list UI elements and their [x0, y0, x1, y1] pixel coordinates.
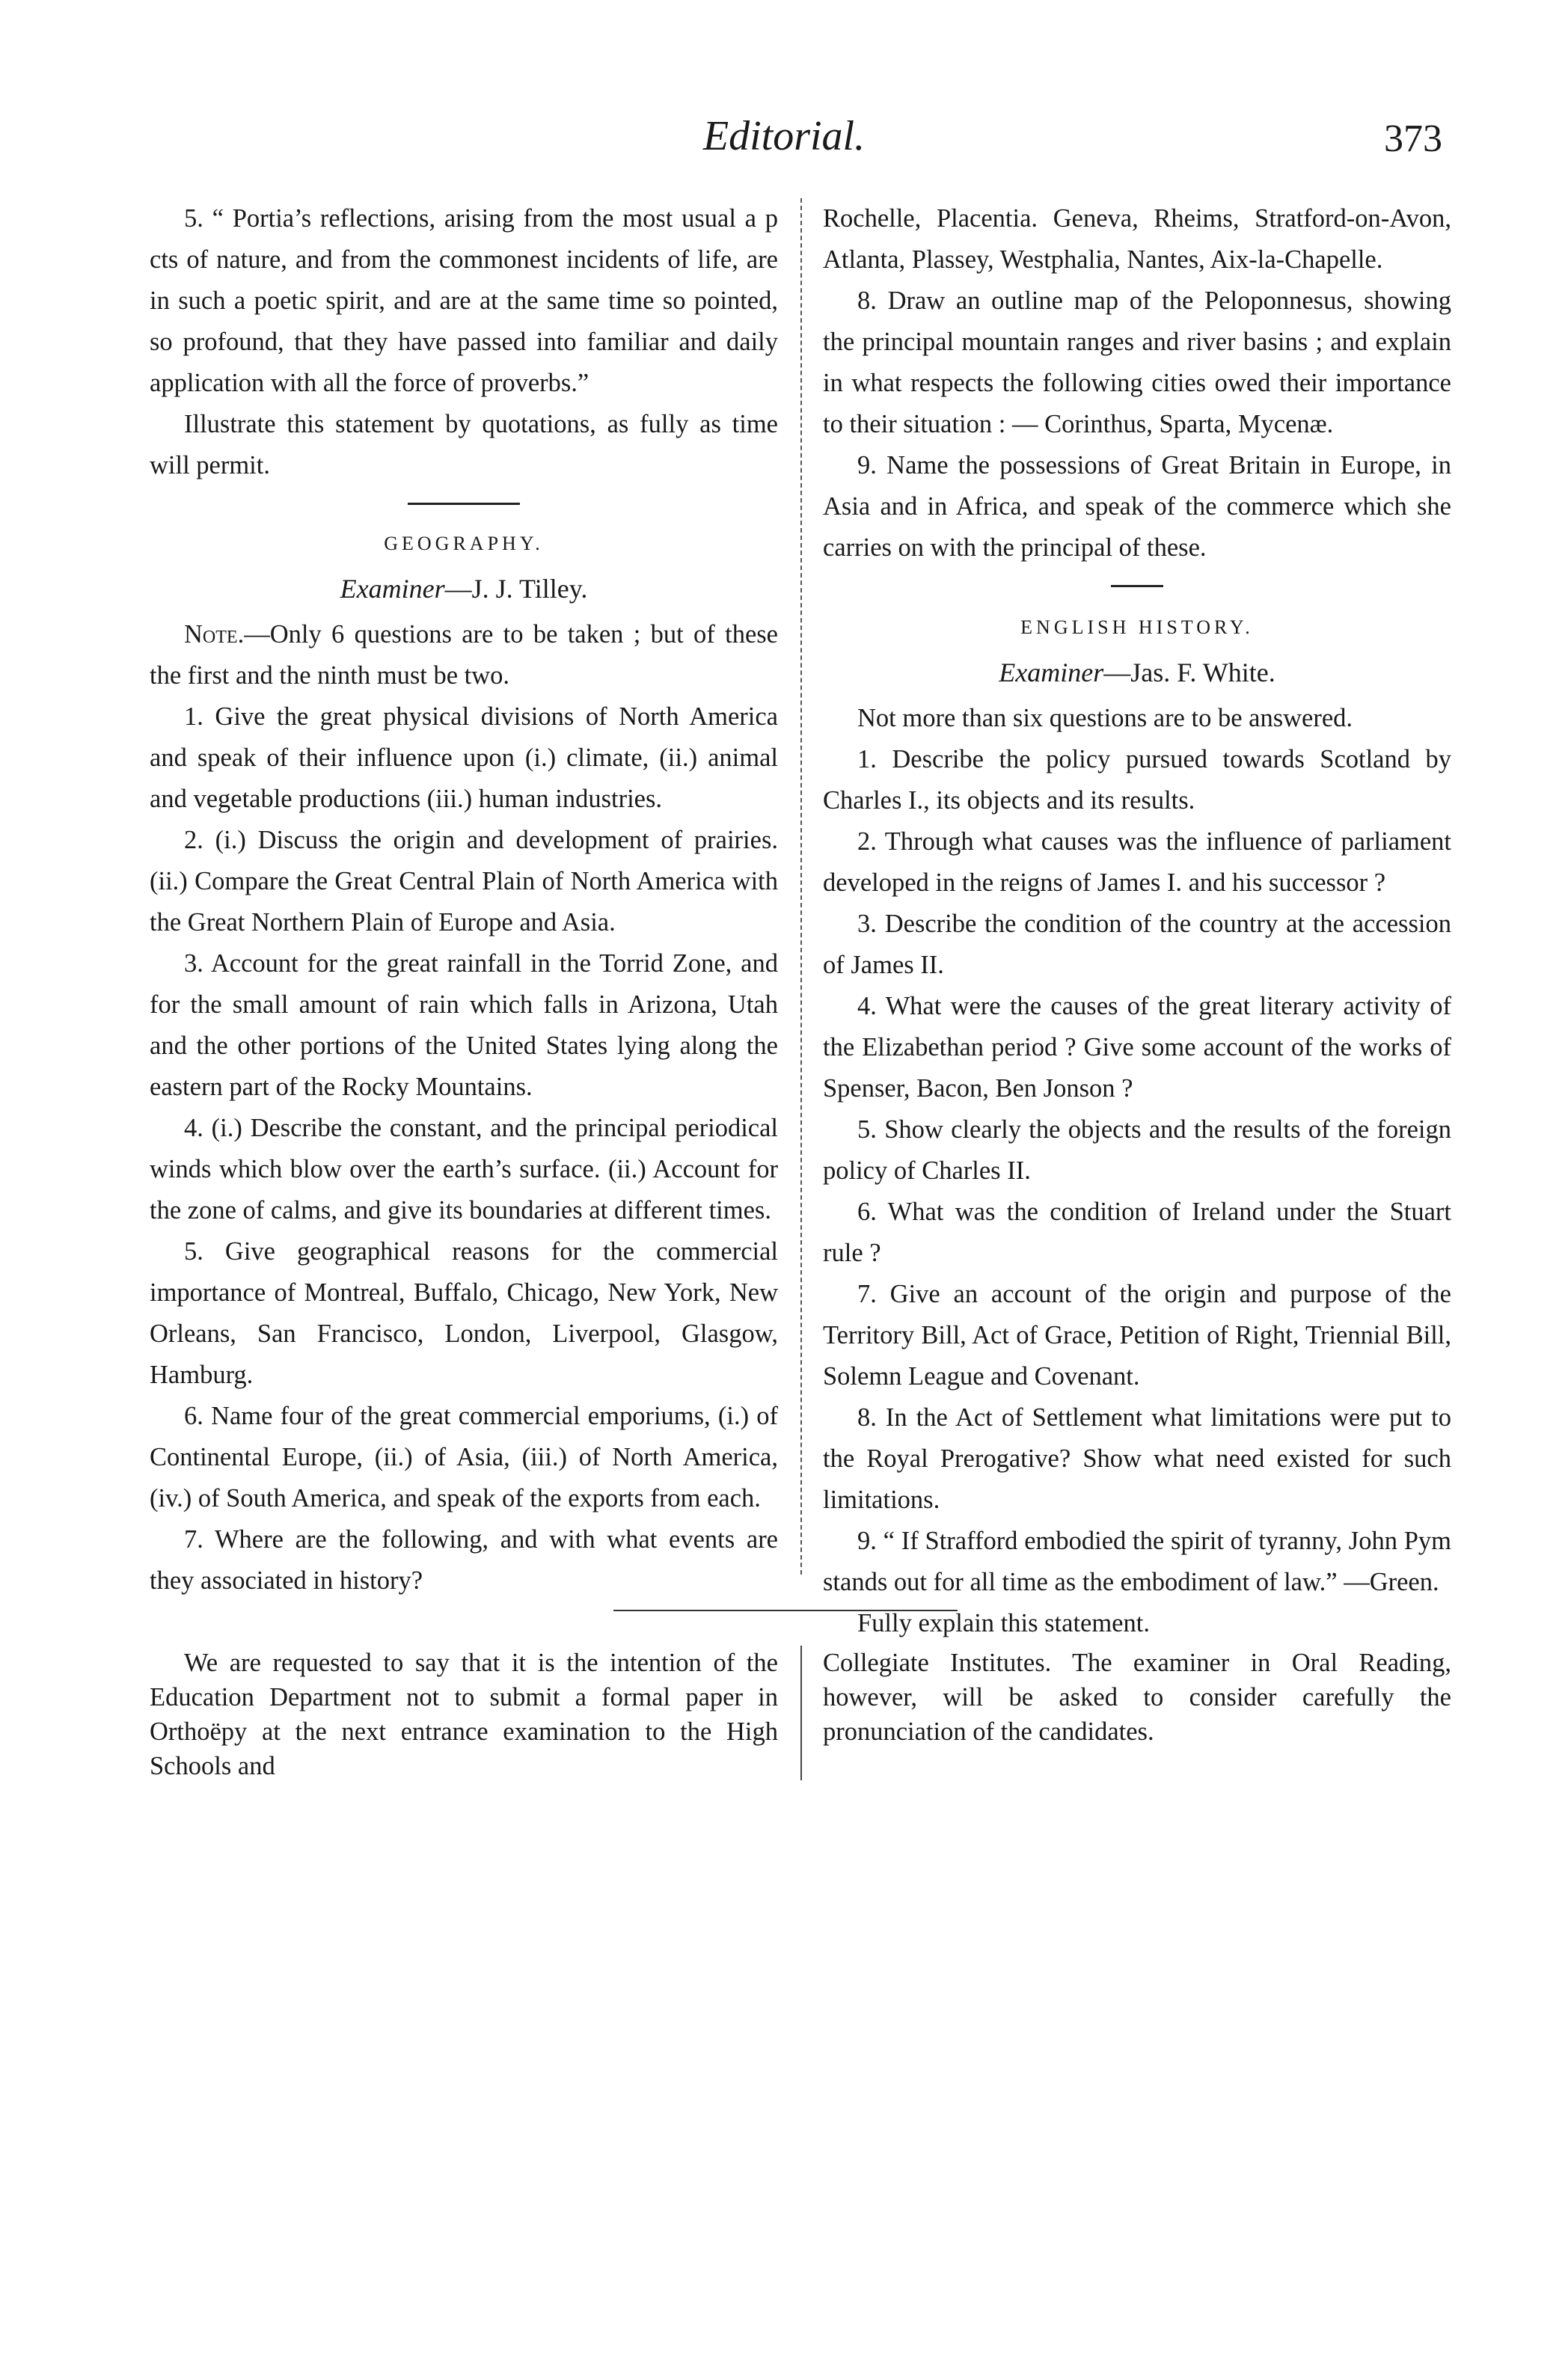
history-question-7: 7. Give an account of the origin and purpose of the Territory Bill, Act of Grace, Petition of Right, Triennial Bill, Solemn League and Covenant. — [823, 1280, 1451, 1391]
history-question-8: 8. In the Act of Settlement what limitations were put to the Royal Prerogative? Show what need existed for such limitations. — [823, 1403, 1451, 1514]
section-divider — [408, 503, 520, 505]
geography-question-1: 1. Give the great physical divisions of North America and speak of their influence upon (i.) climate, (ii.) animal and vegetable productions (iii.) human industries. — [150, 702, 778, 813]
examiner-label: Examiner — [999, 658, 1104, 687]
geography-question-4: 4. (i.) Describe the constant, and the principal periodical winds which blow over the earth’s surface. (ii.) Account for the zone of calms, and give its boundaries at different times. — [150, 1114, 778, 1225]
literature-question-5: 5. “ Portia’s reflections, arising from the most usual a p cts of nature, and from the commonest incidents of life, are in such a poetic spirit, and are at the same time so pointed, so profound, that they have passed into familiar and daily application with all the force of proverbs.” — [150, 204, 778, 397]
history-question-3: 3. Describe the condition of the country at the accession of James II. — [823, 910, 1451, 979]
geography-note — [150, 614, 778, 696]
geography-question-7-continued: Rochelle, Placentia. Geneva, Rheims, Stratford-on-Avon, Atlanta, Plassey, Westphalia, Nantes, Aix-la-Chapelle. — [823, 204, 1451, 274]
geography-question-5: 5. Give geographical reasons for the commercial importance of Montreal, Buffalo, Chicago, New York, New Orleans, San Francisco, London, Liverpool, Glasgow, Hamburg. — [150, 1237, 778, 1389]
note-text: —Only 6 questions are to be taken ; but of these the first and the ninth must be two. — [150, 620, 778, 690]
history-question-9-instruction: Fully explain this statement. — [857, 1609, 1150, 1637]
geography-question-7: 7. Where are the following, and with what events are they associated in history? — [150, 1525, 778, 1595]
notice-left — [150, 1646, 778, 1783]
notice-text-right: Collegiate Institutes. The examiner in Oral Reading, however, will be asked to consider carefully the pronunciation of the candidates. — [823, 1649, 1451, 1746]
note-label: Note. — [184, 620, 245, 649]
history-examiner — [823, 652, 1451, 693]
notice-text-left: We are requested to say that it is the intention of the Education Department not to submit a formal paper in Orthoëpy at the next entrance examination to the High Schools and — [150, 1649, 778, 1780]
geography-question-9: 9. Name the possessions of Great Britain in Europe, in Asia and in Africa, and speak of the commerce which she carries on with the principal of these. — [823, 451, 1451, 562]
running-title: Editorial. — [702, 113, 866, 159]
geography-question-6: 6. Name four of the great commercial emporiums, (i.) of Continental Europe, (ii.) of Asia, (iii.) of North America, (iv.) of South America, and speak of the exports from each. — [150, 1402, 778, 1512]
examiner-name: —Jas. F. White. — [1103, 658, 1275, 687]
right-column — [823, 198, 1451, 1644]
section-divider — [1111, 585, 1163, 587]
examiner-label: Examiner — [340, 574, 445, 604]
geography-question-3: 3. Account for the great rainfall in the Torrid Zone, and for the small amount of rain which falls in Arizona, Utah and the other portions of the United States lying along the eastern part of the Rocky Mountains. — [150, 949, 778, 1101]
literature-question-5-instruction: Illustrate this statement by quotations, as fully as time will permit. — [150, 410, 778, 479]
history-question-1: 1. Describe the policy pursued towards Scotland by Charles I., its objects and its results. — [823, 745, 1451, 815]
geography-examiner — [150, 568, 778, 610]
history-question-5: 5. Show clearly the objects and the results of the foreign policy of Charles II. — [823, 1115, 1451, 1185]
column-divider — [800, 198, 802, 1575]
history-heading: ENGLISH HISTORY. — [1020, 616, 1254, 638]
geography-question-8: 8. Draw an outline map of the Peloponnesus, showing the principal mountain ranges and river basins ; and explain in what respects the following cities owed their importance to their situation : — Corinthus, Sparta, Mycenæ. — [823, 286, 1451, 438]
history-question-4: 4. What were the causes of the great literary activity of the Elizabethan period ? Give some account of the works of Spenser, Bacon, Ben Jonson ? — [823, 992, 1451, 1103]
history-question-6: 6. What was the condition of Ireland under the Stuart rule ? — [823, 1198, 1451, 1267]
page-number: 373 — [1384, 117, 1442, 160]
history-note: Not more than six questions are to be answered. — [857, 704, 1353, 732]
geography-question-2: 2. (i.) Discuss the origin and development of prairies. (ii.) Compare the Great Central Plain of North America with the Great Northern Plain of Europe and Asia. — [150, 826, 778, 937]
page-header — [0, 112, 1568, 172]
geography-heading: GEOGRAPHY. — [384, 533, 544, 554]
notice-right — [823, 1646, 1451, 1749]
footer-divider — [613, 1610, 958, 1611]
left-column — [150, 198, 778, 1602]
history-question-2: 2. Through what causes was the influence of parliament developed in the reigns of James I. and his successor ? — [823, 827, 1451, 897]
history-question-9: 9. “ If Strafford embodied the spirit of tyranny, John Pym stands out for all time as the embodiment of law.” —Green. — [823, 1527, 1451, 1596]
examiner-name: —J. J. Tilley. — [444, 574, 588, 604]
notice-column-divider — [800, 1646, 802, 1780]
